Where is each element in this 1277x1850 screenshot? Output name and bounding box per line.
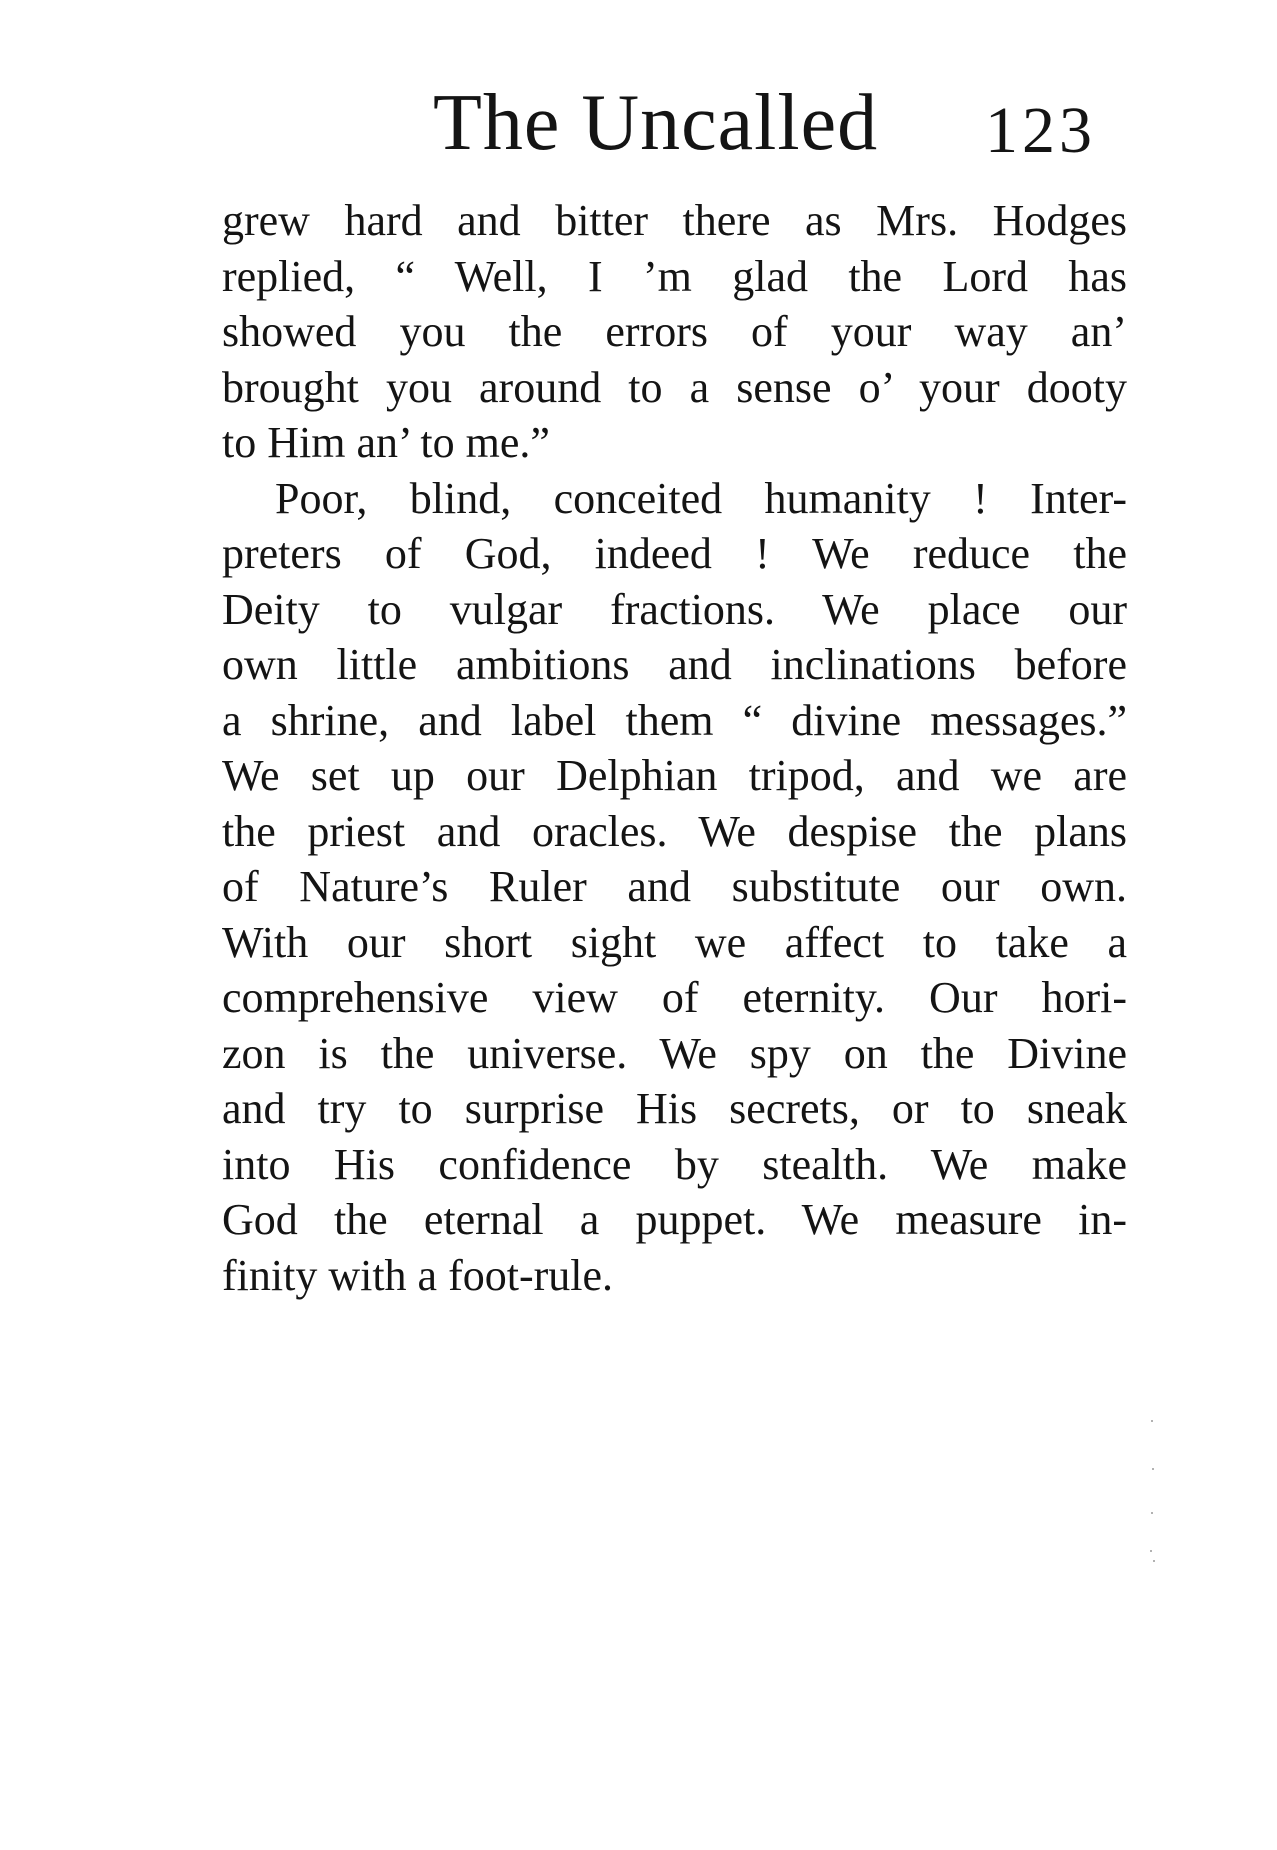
scan-speck — [1153, 1560, 1155, 1562]
running-head — [433, 78, 1133, 168]
text-line: With our short sight we affect to take a — [222, 917, 1127, 967]
text-line: finity with a foot-rule. — [222, 1250, 614, 1300]
text-line: into His confidence by stealth. We make — [222, 1139, 1127, 1189]
running-title: The Uncalled — [433, 79, 879, 167]
text-line: showed you the errors of your way an’ — [222, 307, 1127, 356]
text-line: comprehensive view of eternity. Our hori- — [222, 973, 1127, 1022]
paragraph-1 — [222, 193, 1127, 471]
text-line: to Him an’ to me.” — [222, 418, 550, 467]
scan-specks — [1150, 1420, 1156, 1580]
text-line: replied, “ Well, I ’m glad the Lord has — [222, 251, 1127, 301]
paragraph-2 — [222, 471, 1127, 1304]
scan-speck — [1151, 1512, 1153, 1514]
text-line: zon is the universe. We spy on the Divine — [222, 1028, 1127, 1078]
text-line: brought you around to a sense o’ your dooty — [222, 362, 1127, 412]
scan-speck — [1150, 1550, 1152, 1552]
text-line: a shrine, and label them “ divine messages.” — [222, 695, 1127, 745]
text-line: Deity to vulgar fractions. We place our — [222, 584, 1127, 634]
text-line: the priest and oracles. We despise the plans — [222, 806, 1127, 856]
scan-speck — [1151, 1420, 1153, 1422]
text-line: Poor, blind, conceited humanity ! Inter- — [275, 473, 1127, 523]
text-line: We set up our Delphian tripod, and we are — [222, 751, 1127, 800]
text-line: and try to surprise His secrets, or to sneak — [222, 1084, 1127, 1133]
text-line: own little ambitions and inclinations before — [222, 640, 1127, 689]
text-line: God the eternal a puppet. We measure in- — [222, 1195, 1127, 1244]
text-line: grew hard and bitter there as Mrs. Hodges — [222, 196, 1127, 245]
page-number: 123 — [985, 94, 1096, 167]
scan-speck — [1152, 1468, 1154, 1470]
text-line: preters of God, indeed ! We reduce the — [222, 529, 1127, 578]
text-line: of Nature’s Ruler and substitute our own. — [222, 862, 1127, 911]
body-text — [222, 193, 1127, 1303]
